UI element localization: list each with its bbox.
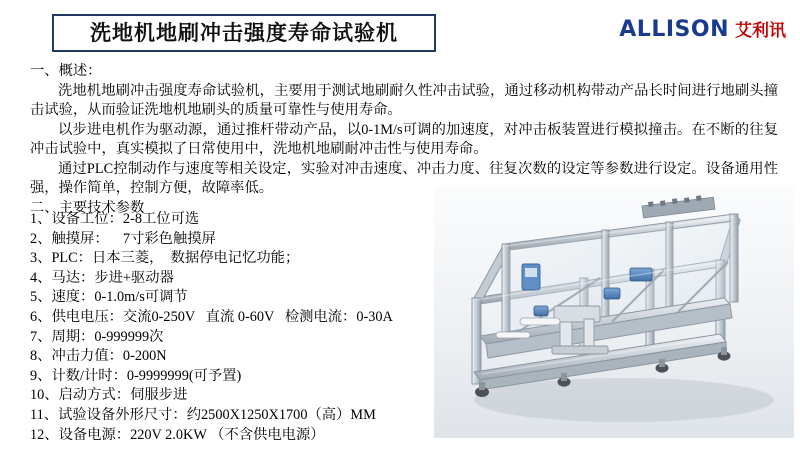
- spec-item: 8、冲击力值：0-200N: [30, 348, 167, 365]
- spec-item: 12、设备电源：220V 2.0KW （不含供电电源）: [30, 426, 325, 443]
- brand-logo: [619, 16, 786, 42]
- spec-item: 6、供电电压：交流0-250V 直流 0-60V 检测电流：0-30A: [30, 308, 393, 325]
- spec-item: 1、设备工位：2-8工位可选: [30, 211, 200, 227]
- specs-list: [30, 210, 450, 445]
- page-title-box: [52, 14, 436, 52]
- spec-item: 4、马达：步进+驱动器: [30, 269, 174, 286]
- overview-paragraph-3: 通过PLC控制动作与速度等相关设定，实验对冲击速度、冲击力度、往复次数的设定等参数进行设定。设备通用性强，操作简单，控制方便，故障率低。: [30, 160, 778, 196]
- specs-heading: 二、主要技术参数: [30, 199, 145, 216]
- brand-name-cn: 艾利讯: [735, 21, 786, 41]
- spec-item: 3、PLC：日本三菱， 数据停电记忆功能；: [30, 250, 300, 267]
- spec-item: 11、试验设备外形尺寸：约2500X1250X1700（高）MM: [30, 406, 376, 423]
- spec-item: 9、计数/计时：0-9999999(可予置): [30, 367, 242, 384]
- spec-item: 5、速度：0-1.0m/s可调节: [30, 289, 188, 306]
- page-title: 洗地机地刷冲击强度寿命试验机: [90, 20, 398, 45]
- overview-paragraph-2: 以步进电机作为驱动源，通过推杆带动产品，以0-1M/s可调的加速度，对冲击板装置进行模拟撞击。在不断的往复冲击试验中，真实模拟了日常使用中，洗地机地刷耐冲击性与使用寿命。: [30, 121, 778, 157]
- spec-item: 2、触摸屏： 7寸彩色触摸屏: [30, 230, 216, 247]
- overview-heading: 一、概述：: [30, 63, 102, 79]
- machine-photo: [434, 186, 794, 438]
- brand-name-en: ALLISON: [619, 17, 729, 42]
- machine-photo-illustration: [434, 186, 794, 438]
- spec-item: 10、启动方式：伺服步进: [30, 387, 188, 404]
- spec-item: 7、周期：0-999999次: [30, 328, 164, 345]
- overview-paragraph-1: 洗地机地刷冲击强度寿命试验机，主要用于测试地刷耐久性冲击试验，通过移动机构带动产品长时间进行地刷头撞击试验，从而验证洗地机地刷头的质量可靠性与使用寿命。: [30, 82, 778, 118]
